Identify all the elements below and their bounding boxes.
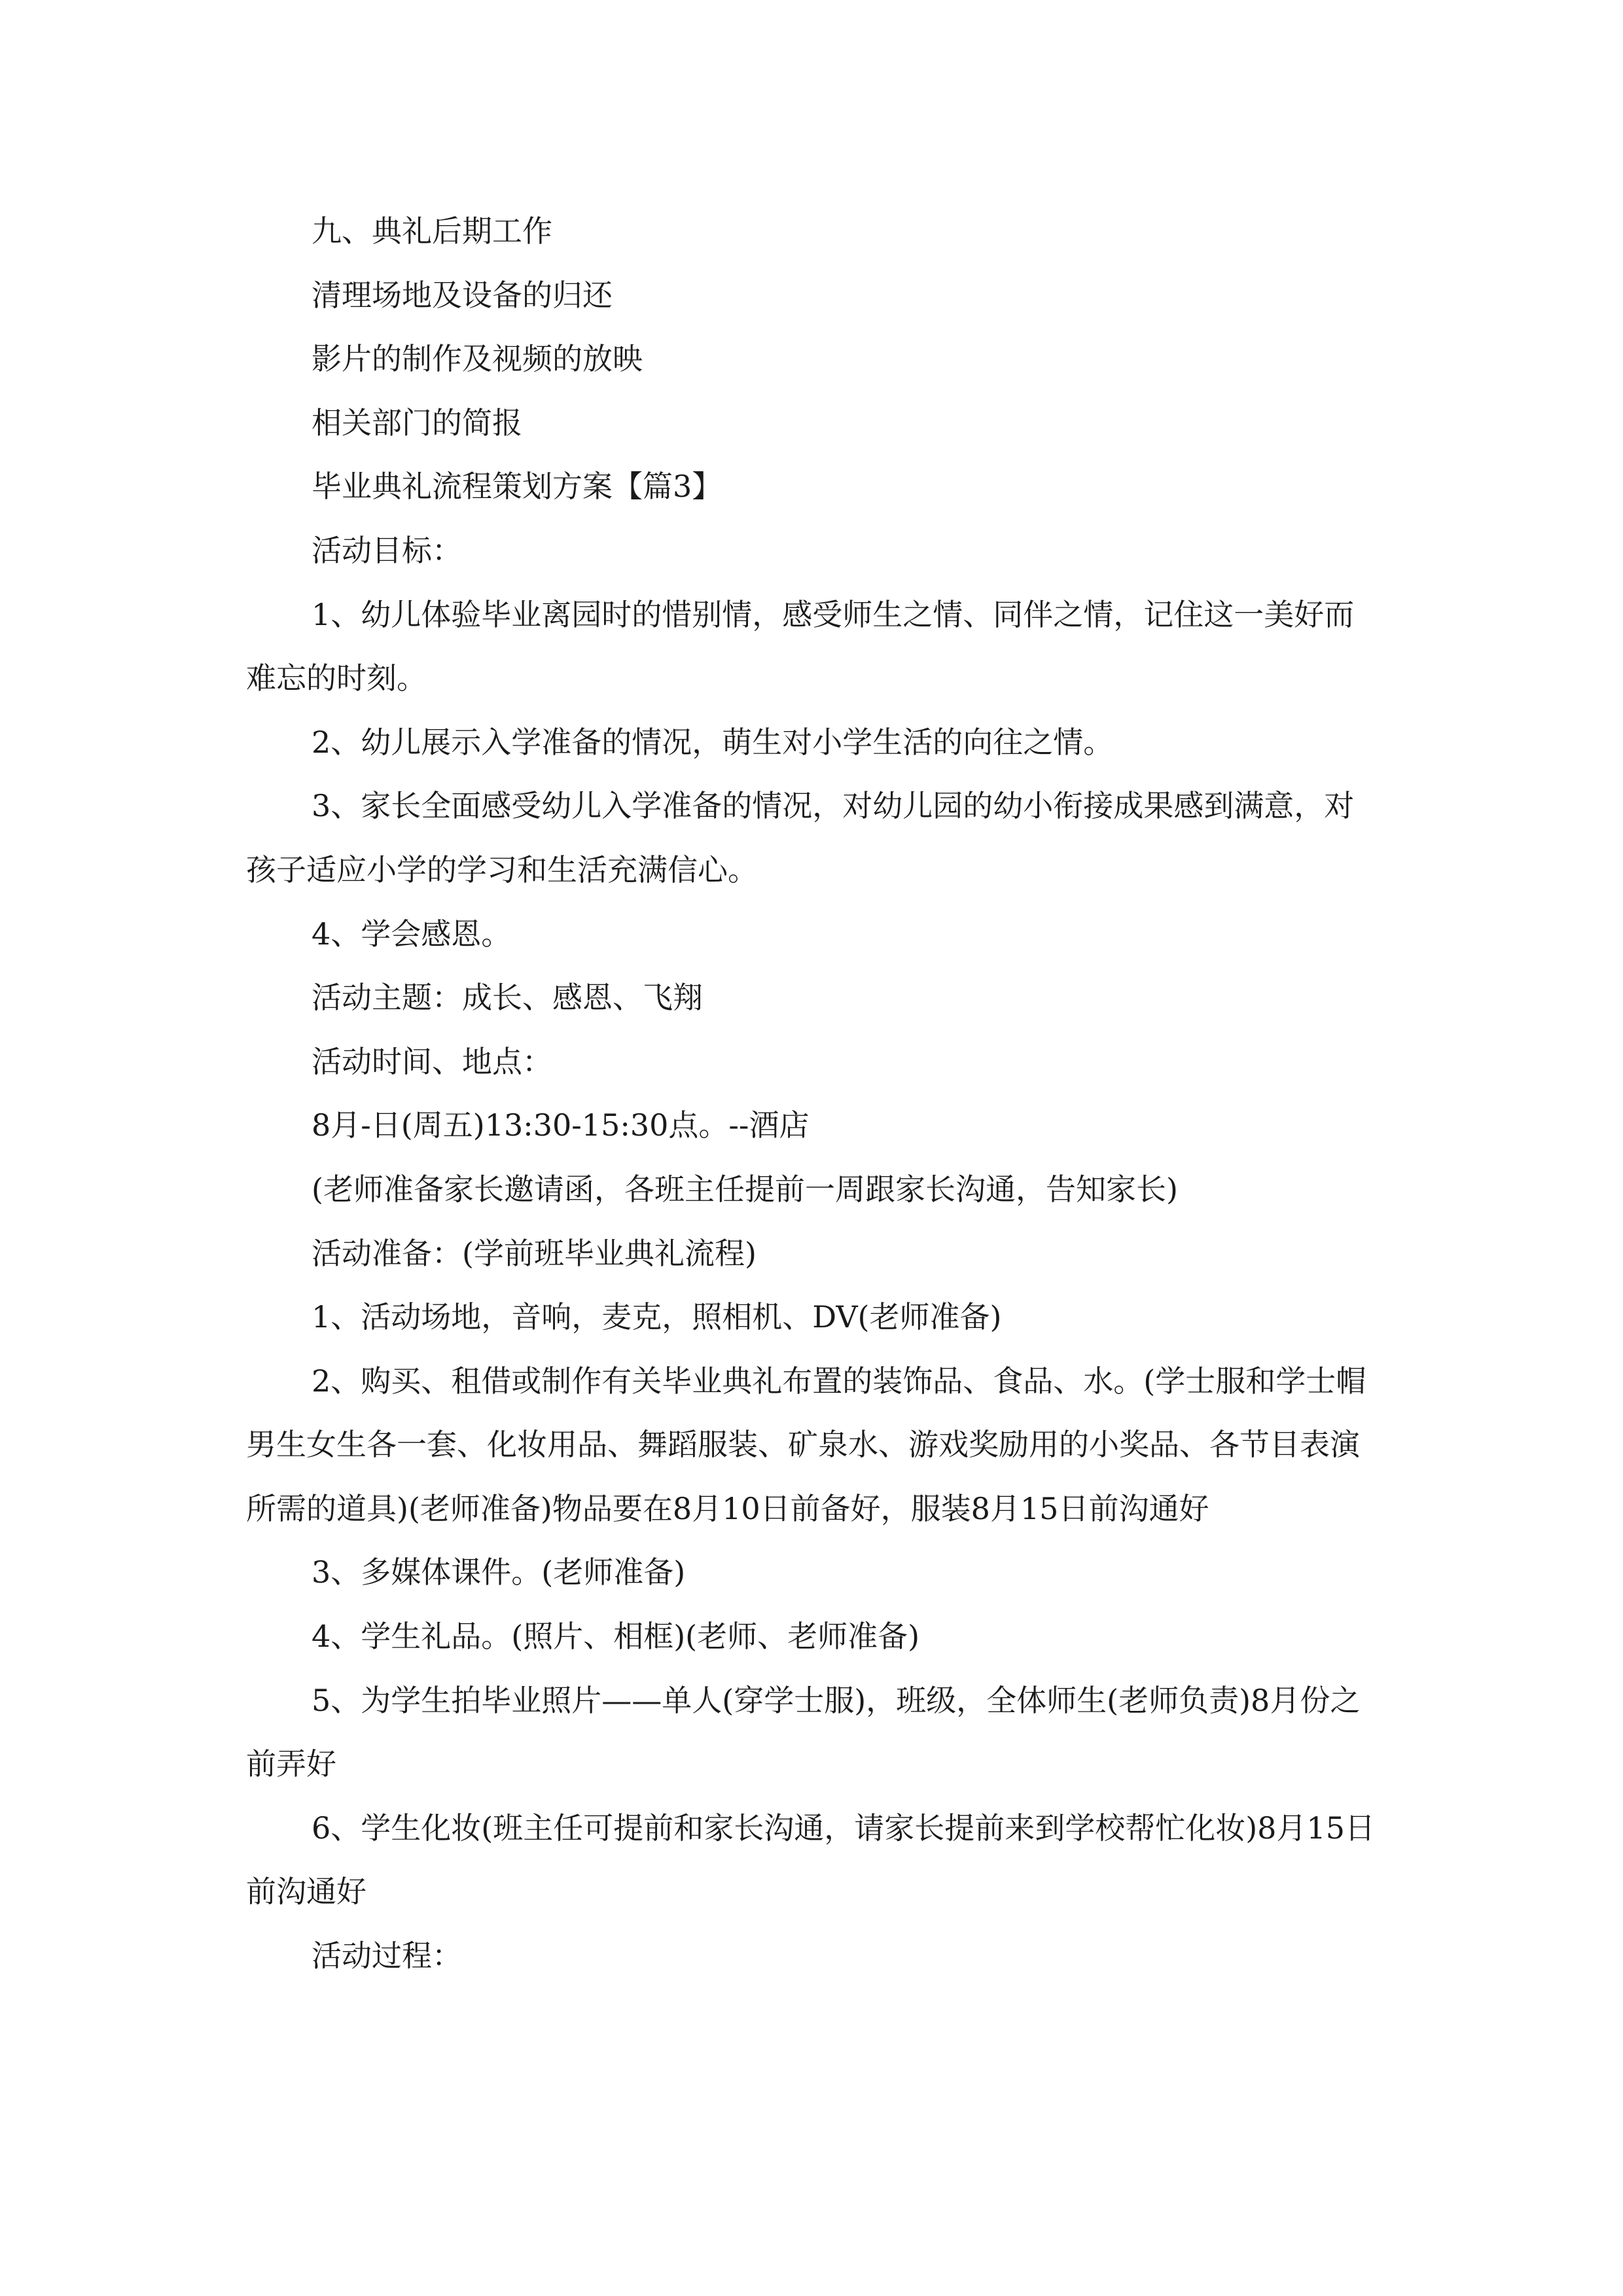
paragraph-goal-2: 2、幼儿展示入学准备的情况，萌生对小学生活的向往之情。 bbox=[312, 724, 1114, 760]
paragraph-goal-1: 1、幼儿体验毕业离园时的惜别情，感受师生之情、同伴之情，记住这一美好而难忘的时刻。 bbox=[246, 596, 1355, 696]
paragraph-prep-3: 3、多媒体课件。(老师准备) bbox=[312, 1554, 686, 1590]
paragraph-prep-2: 2、购买、租借或制作有关毕业典礼布置的装饰品、食品、水。(学士服和学士帽男生女生各一套、化妆用品、舞蹈服装、矿泉水、游戏奖励用的小奖品、各节目表演所需的道具)(老师准备)物品要在8月10日前备好，服装8月15日前沟通好 bbox=[246, 1363, 1366, 1526]
paragraph-time-place-heading: 活动时间、地点： bbox=[312, 1043, 552, 1079]
paragraph-time-place: 8月-日(周五)13:30-15:30点。--酒店 bbox=[312, 1107, 810, 1143]
paragraph-briefing: 相关部门的简报 bbox=[312, 404, 522, 440]
document-body bbox=[246, 200, 1378, 1988]
paragraph-prep-4: 4、学生礼品。(照片、相框)(老师、老师准备) bbox=[312, 1619, 920, 1655]
paragraph-invitation-note: (老师准备家长邀请函，各班主任提前一周跟家长沟通，告知家长) bbox=[312, 1171, 1178, 1207]
paragraph-goal-3: 3、家长全面感受幼儿入学准备的情况，对幼儿园的幼小衔接成果感到满意，对孩子适应小学的学习和生活充满信心。 bbox=[246, 788, 1355, 888]
paragraph-goal-4: 4、学会感恩。 bbox=[312, 916, 512, 952]
paragraph-prep-5: 5、为学生拍毕业照片——单人(穿学士服)，班级，全体师生(老师负责)8月份之前弄好 bbox=[246, 1682, 1361, 1782]
paragraph-theme: 活动主题：成长、感恩、飞翔 bbox=[312, 980, 703, 1016]
paragraph-cleanup: 清理场地及设备的归还 bbox=[312, 277, 613, 313]
paragraph-preparation-heading: 活动准备：(学前班毕业典礼流程) bbox=[312, 1235, 757, 1271]
paragraph-process-heading: 活动过程： bbox=[312, 1938, 462, 1974]
paragraph-video: 影片的制作及视频的放映 bbox=[312, 341, 643, 377]
paragraph-section-heading: 九、典礼后期工作 bbox=[312, 213, 552, 249]
paragraph-goals-heading: 活动目标： bbox=[312, 532, 462, 568]
paragraph-prep-1: 1、活动场地，音响，麦克，照相机、DV(老师准备) bbox=[312, 1299, 1002, 1335]
paragraph-prep-6: 6、学生化妆(班主任可提前和家长沟通，请家长提前来到学校帮忙化妆)8月15日前沟通好 bbox=[246, 1810, 1375, 1910]
paragraph-plan-title: 毕业典礼流程策划方案【篇3】 bbox=[312, 469, 722, 505]
